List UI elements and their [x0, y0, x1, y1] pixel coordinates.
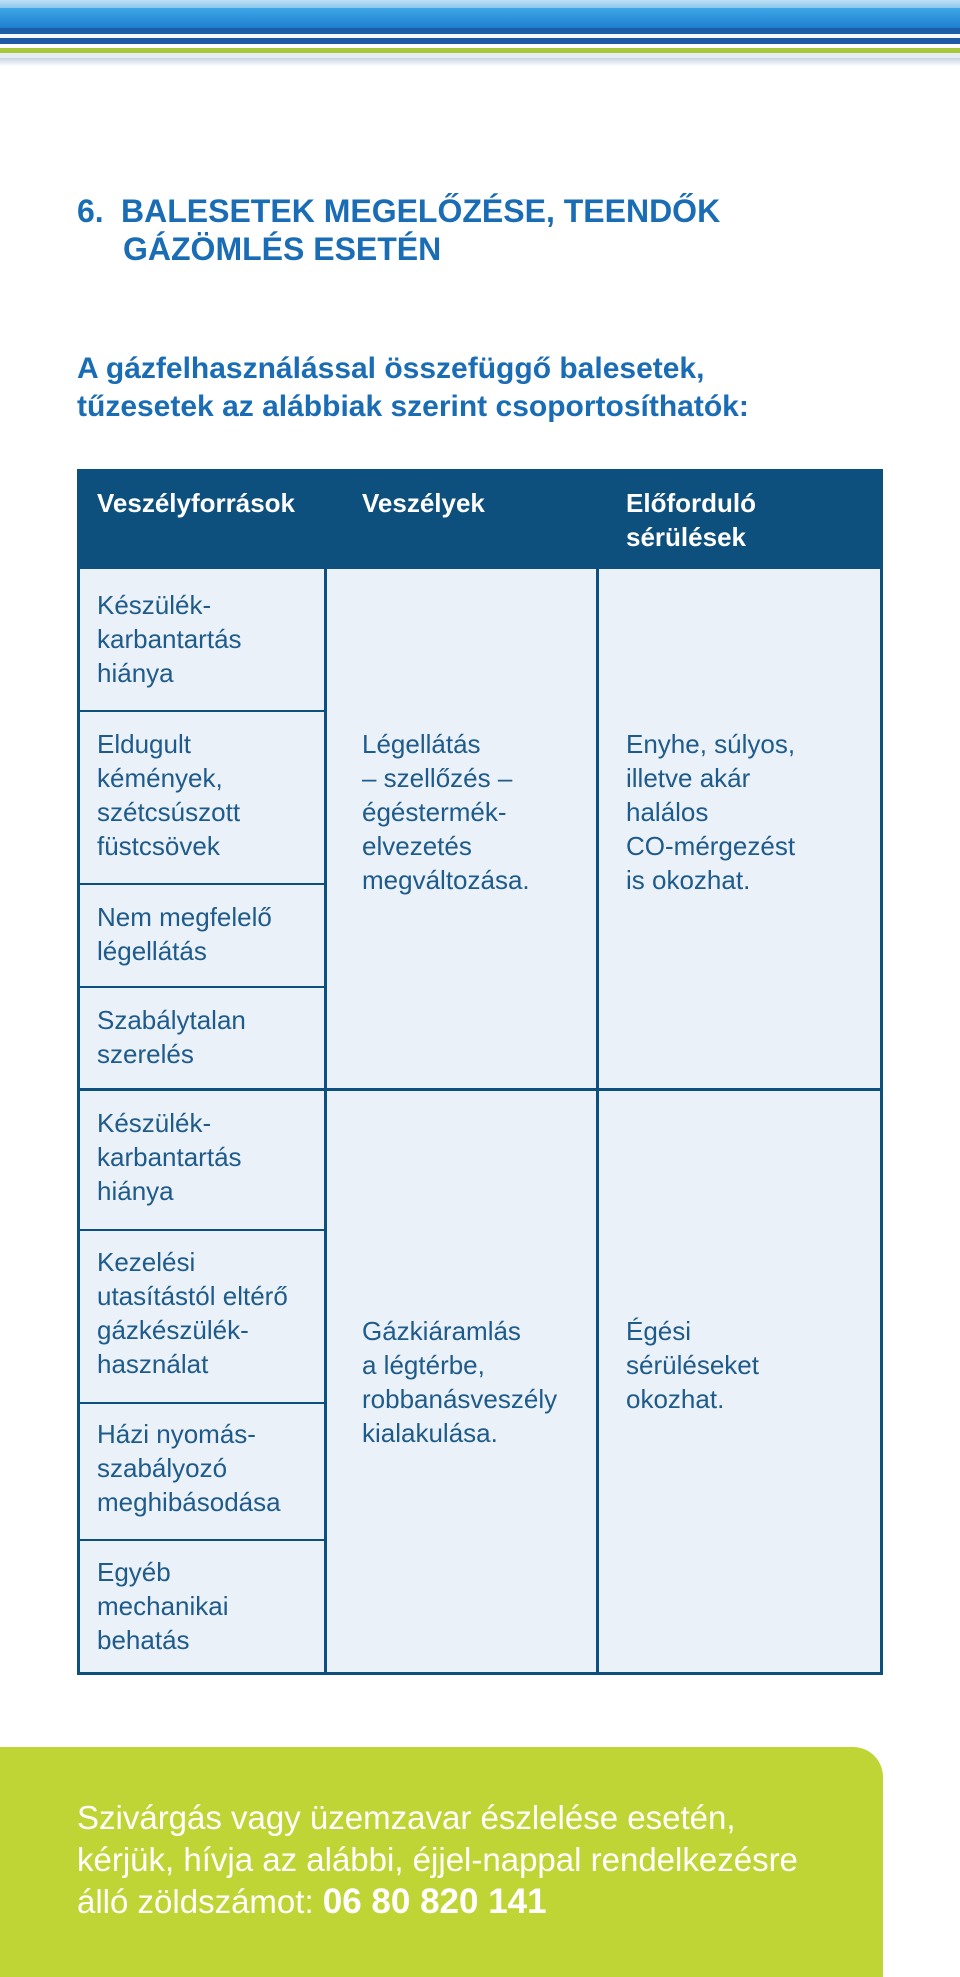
hazard-cell: Gázkiáramlás a légtérbe, robbanásveszély kialakulása. — [362, 1316, 558, 1448]
source-cell: Eldugult kémények, szétcsúszott füstcsövek — [97, 729, 241, 861]
source-cell: Szabálytalan szerelés — [97, 1005, 246, 1069]
emergency-line3: álló zöldszámot: — [77, 1883, 323, 1920]
table-header — [80, 472, 880, 569]
emergency-line2: kérjük, hívja az alábbi, éjjel-nappal rendelkezésre — [77, 1841, 798, 1878]
emergency-text — [77, 1797, 877, 1923]
row-divider — [80, 710, 324, 712]
row-divider — [80, 1402, 324, 1404]
row-divider — [80, 986, 324, 988]
injury-cell: Enyhe, súlyos, illetve akár halálos CO-mérgezést is okozhat. — [626, 729, 796, 895]
source-cell: Készülék- karbantartás hiánya — [97, 1108, 242, 1206]
section-number: 6. — [77, 193, 104, 229]
row-divider — [80, 883, 324, 885]
subtitle — [77, 350, 877, 426]
hazard-table — [77, 469, 883, 1675]
header-hazards: Veszélyek — [362, 488, 485, 518]
section-title-line2: GÁZÖMLÉS ESETÉN — [123, 231, 442, 267]
group-divider — [80, 1088, 880, 1091]
injury-cell: Égési sérüléseket okozhat. — [626, 1316, 759, 1414]
emergency-phone-number[interactable]: 06 80 820 141 — [322, 1882, 547, 1921]
section-title — [77, 192, 857, 268]
source-cell: Házi nyomás- szabályozó meghibásodása — [97, 1419, 281, 1517]
emergency-line1: Szivárgás vagy üzemzavar észlelése esetén, — [77, 1799, 736, 1836]
header-stripes — [0, 0, 960, 80]
header-sources: Veszélyforrások — [97, 488, 296, 518]
source-cell: Kezelési utasítástól eltérő gázkészülék- használat — [97, 1247, 288, 1379]
header-injuries: Előforduló sérülések — [626, 488, 756, 552]
row-divider — [80, 1539, 324, 1541]
source-cell: Készülék- karbantartás hiánya — [97, 590, 242, 688]
subtitle-line1: A gázfelhasználással összefüggő balesetek, — [77, 352, 705, 385]
source-cell: Egyéb mechanikai behatás — [97, 1557, 229, 1655]
row-divider — [80, 1229, 324, 1231]
hazard-cell: Légellátás – szellőzés – égéstermék- elvezetés megváltozása. — [362, 729, 530, 895]
subtitle-line2: tűzesetek az alábbiak szerint csoportosíthatók: — [77, 390, 749, 423]
column-divider — [596, 569, 599, 1675]
source-cell: Nem megfelelő légellátás — [97, 902, 272, 966]
section-title-line1: BALESETEK MEGELŐZÉSE, TEENDŐK — [121, 193, 721, 229]
column-divider — [324, 569, 327, 1675]
